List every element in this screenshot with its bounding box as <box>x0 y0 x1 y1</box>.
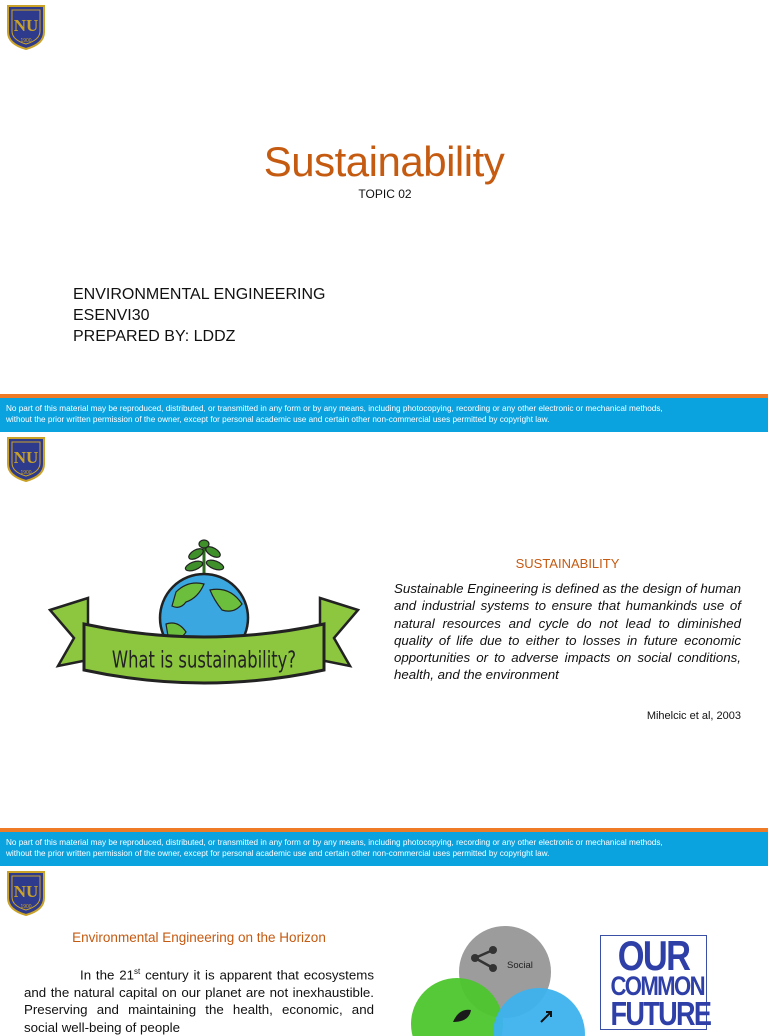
book-title-line-3: FUTURE <box>610 995 711 1032</box>
sustainability-venn-diagram <box>405 924 590 1024</box>
citation: Mihelcic et al, 2003 <box>646 710 741 722</box>
book-title-line-1: OUR <box>617 932 690 979</box>
footer-stripe <box>0 828 768 832</box>
copyright-footer <box>0 398 768 436</box>
footer-stripe <box>0 394 768 398</box>
section-heading: SUSTAINABILITY <box>515 556 620 571</box>
university-logo-icon <box>6 4 46 50</box>
leaf-icon <box>184 559 204 573</box>
leaf-icon <box>205 558 225 572</box>
svg-text:1900: 1900 <box>20 904 32 910</box>
svg-text:NU: NU <box>13 16 39 35</box>
slide-1 <box>0 0 768 432</box>
university-logo-icon <box>6 436 46 482</box>
svg-text:1900: 1900 <box>20 38 32 44</box>
svg-text:1900: 1900 <box>20 470 32 476</box>
slide-title: Sustainability <box>263 138 505 185</box>
footer-line-2: without the prior written permission of the owner, except for personal academic use and certain other non-commercial uses permitted by copyright law. <box>6 849 550 858</box>
topic-label: TOPIC 02 <box>358 187 412 201</box>
banner-text: What is sustainability? <box>111 645 297 674</box>
venn-social-label: Social <box>507 960 533 971</box>
para-superscript: st <box>134 967 141 976</box>
para-start: In the 21 <box>80 967 135 983</box>
svg-text:NU: NU <box>13 448 39 467</box>
leaf-icon <box>187 547 205 562</box>
what-is-sustainability-illustration <box>48 540 360 700</box>
para-rest: century it is apparent that ecosystems and the natural capital on our planet are not inexhaustible. Preserving and maintaining the health, economic, and social well-being of people <box>24 967 374 1035</box>
slide-2 <box>0 432 768 866</box>
svg-text:NU: NU <box>13 882 39 901</box>
university-logo-icon <box>6 870 46 916</box>
horizon-paragraph <box>24 963 374 1036</box>
course-info <box>73 284 325 347</box>
slide-3 <box>0 866 768 1035</box>
footer-line-2: without the prior written permission of the owner, except for personal academic use and certain other non-commercial uses permitted by copyright law. <box>6 415 550 424</box>
banner-right-tail <box>320 598 358 666</box>
prepared-by: PREPARED BY: LDDZ <box>73 328 236 345</box>
section-heading: Environmental Engineering on the Horizon <box>72 930 326 945</box>
copyright-footer <box>0 832 768 870</box>
our-common-future-book-cover <box>600 932 711 1032</box>
book-title-line-2: COMMON <box>610 971 704 1001</box>
footer-line-1: No part of this material may be reproduced, distributed, or transmitted in any form or by any means, including photocopying, recording or any other electronic or mechanical methods, <box>6 404 663 413</box>
definition-text: Sustainable Engineering is defined as the design of human and industrial systems to ensure that humankinds use of natural resources and cycle do not lead to diminished quality of life due to either to losses in future economic opportunities or to adverse impacts on social conditions, health, and the environment <box>394 581 741 683</box>
course-name: ENVIRONMENTAL ENGINEERING <box>73 286 326 303</box>
course-code: ESENVI30 <box>73 307 150 324</box>
banner-left-tail <box>50 598 88 666</box>
footer-line-1: No part of this material may be reproduced, distributed, or transmitted in any form or by any means, including photocopying, recording or any other electronic or mechanical methods, <box>6 838 663 847</box>
